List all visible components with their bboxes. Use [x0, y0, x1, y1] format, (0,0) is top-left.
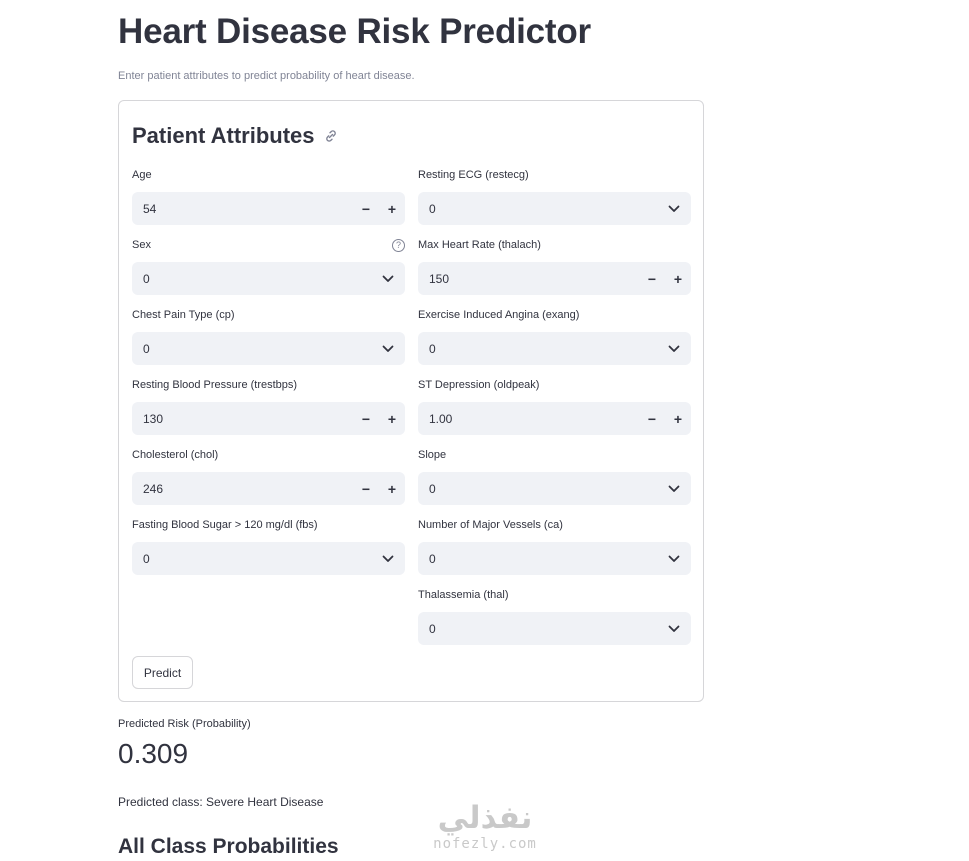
metric-label: Predicted Risk (Probability)	[118, 718, 251, 730]
watermark-latin: nofezly.com	[433, 836, 537, 852]
field-value[interactable]: 150	[429, 271, 450, 286]
field-value: 0	[429, 481, 436, 496]
chevron-down-icon[interactable]	[657, 345, 691, 353]
increment-button[interactable]: +	[673, 270, 683, 287]
field-slope	[418, 448, 691, 505]
predict-button[interactable]: Predict	[132, 656, 193, 689]
field-label: Number of Major Vessels (ca)	[418, 519, 563, 531]
field-sex	[132, 238, 405, 295]
decrement-button[interactable]: −	[361, 480, 371, 497]
decrement-button[interactable]: −	[361, 410, 371, 427]
field-chol	[132, 448, 405, 505]
field-label: ST Depression (oldpeak)	[418, 379, 540, 391]
field-value: 0	[429, 621, 436, 636]
chevron-down-icon[interactable]	[657, 485, 691, 493]
chol-input[interactable]	[132, 472, 405, 505]
field-value[interactable]: 130	[143, 411, 164, 426]
watermark-logo	[424, 800, 546, 860]
watermark-arabic: نفذلي	[437, 800, 533, 836]
field-label: Exercise Induced Angina (exang)	[418, 309, 580, 321]
increment-button[interactable]: +	[673, 410, 683, 427]
link-icon[interactable]	[323, 128, 339, 144]
form-header	[132, 123, 339, 149]
page-subtitle: Enter patient attributes to predict probability of heart disease.	[118, 70, 415, 82]
field-value: 0	[429, 341, 436, 356]
thal-select[interactable]	[418, 612, 691, 645]
field-exang	[418, 308, 691, 365]
decrement-button[interactable]: −	[647, 270, 657, 287]
field-fbs	[132, 518, 405, 575]
decrement-button[interactable]: −	[361, 200, 371, 217]
fbs-select[interactable]	[132, 542, 405, 575]
field-thal	[418, 588, 691, 645]
thalach-input[interactable]	[418, 262, 691, 295]
field-value: 0	[429, 551, 436, 566]
section-title-class-probabilities: All Class Probabilities	[118, 835, 339, 858]
ca-select[interactable]	[418, 542, 691, 575]
field-label: Max Heart Rate (thalach)	[418, 239, 541, 251]
field-value: 0	[143, 341, 150, 356]
field-label: Resting ECG (restecg)	[418, 169, 529, 181]
oldpeak-input[interactable]	[418, 402, 691, 435]
field-value[interactable]: 246	[143, 481, 164, 496]
age-input[interactable]	[132, 192, 405, 225]
form-title: Patient Attributes	[132, 123, 315, 148]
increment-button[interactable]: +	[387, 200, 397, 217]
field-value: 0	[429, 201, 436, 216]
metric-value: 0.309	[118, 738, 189, 769]
field-restecg	[418, 168, 691, 225]
field-label: Resting Blood Pressure (trestbps)	[132, 379, 298, 391]
chevron-down-icon[interactable]	[371, 555, 405, 563]
cp-select[interactable]	[132, 332, 405, 365]
field-value[interactable]: 54	[143, 201, 157, 216]
slope-select[interactable]	[418, 472, 691, 505]
field-label: Chest Pain Type (cp)	[132, 309, 235, 321]
field-label: Cholesterol (chol)	[132, 449, 219, 461]
page-title: Heart Disease Risk Predictor	[118, 12, 591, 51]
field-label: Slope	[418, 449, 447, 461]
chevron-down-icon[interactable]	[371, 275, 405, 283]
field-value[interactable]: 1.00	[429, 411, 453, 426]
chevron-down-icon[interactable]	[657, 625, 691, 633]
field-cp	[132, 308, 405, 365]
field-oldpeak	[418, 378, 691, 435]
trestbps-input[interactable]	[132, 402, 405, 435]
chevron-down-icon[interactable]	[657, 205, 691, 213]
increment-button[interactable]: +	[387, 410, 397, 427]
restecg-select[interactable]	[418, 192, 691, 225]
increment-button[interactable]: +	[387, 480, 397, 497]
exang-select[interactable]	[418, 332, 691, 365]
field-ca	[418, 518, 691, 575]
field-value: 0	[143, 551, 150, 566]
field-label: Fasting Blood Sugar > 120 mg/dl (fbs)	[132, 519, 318, 531]
field-thalach	[418, 238, 691, 295]
field-label: Thalassemia (thal)	[418, 589, 509, 601]
field-label: Age	[132, 169, 152, 181]
sex-select[interactable]	[132, 262, 405, 295]
field-value: 0	[143, 271, 150, 286]
chevron-down-icon[interactable]	[371, 345, 405, 353]
field-age	[132, 168, 405, 225]
patient-attributes-form	[118, 100, 704, 702]
field-trestbps	[132, 378, 405, 435]
decrement-button[interactable]: −	[647, 410, 657, 427]
chevron-down-icon[interactable]	[657, 555, 691, 563]
help-icon[interactable]: ?	[392, 239, 405, 252]
field-label: Sex	[132, 239, 151, 251]
predicted-class-text: Predicted class: Severe Heart Disease	[118, 795, 324, 809]
